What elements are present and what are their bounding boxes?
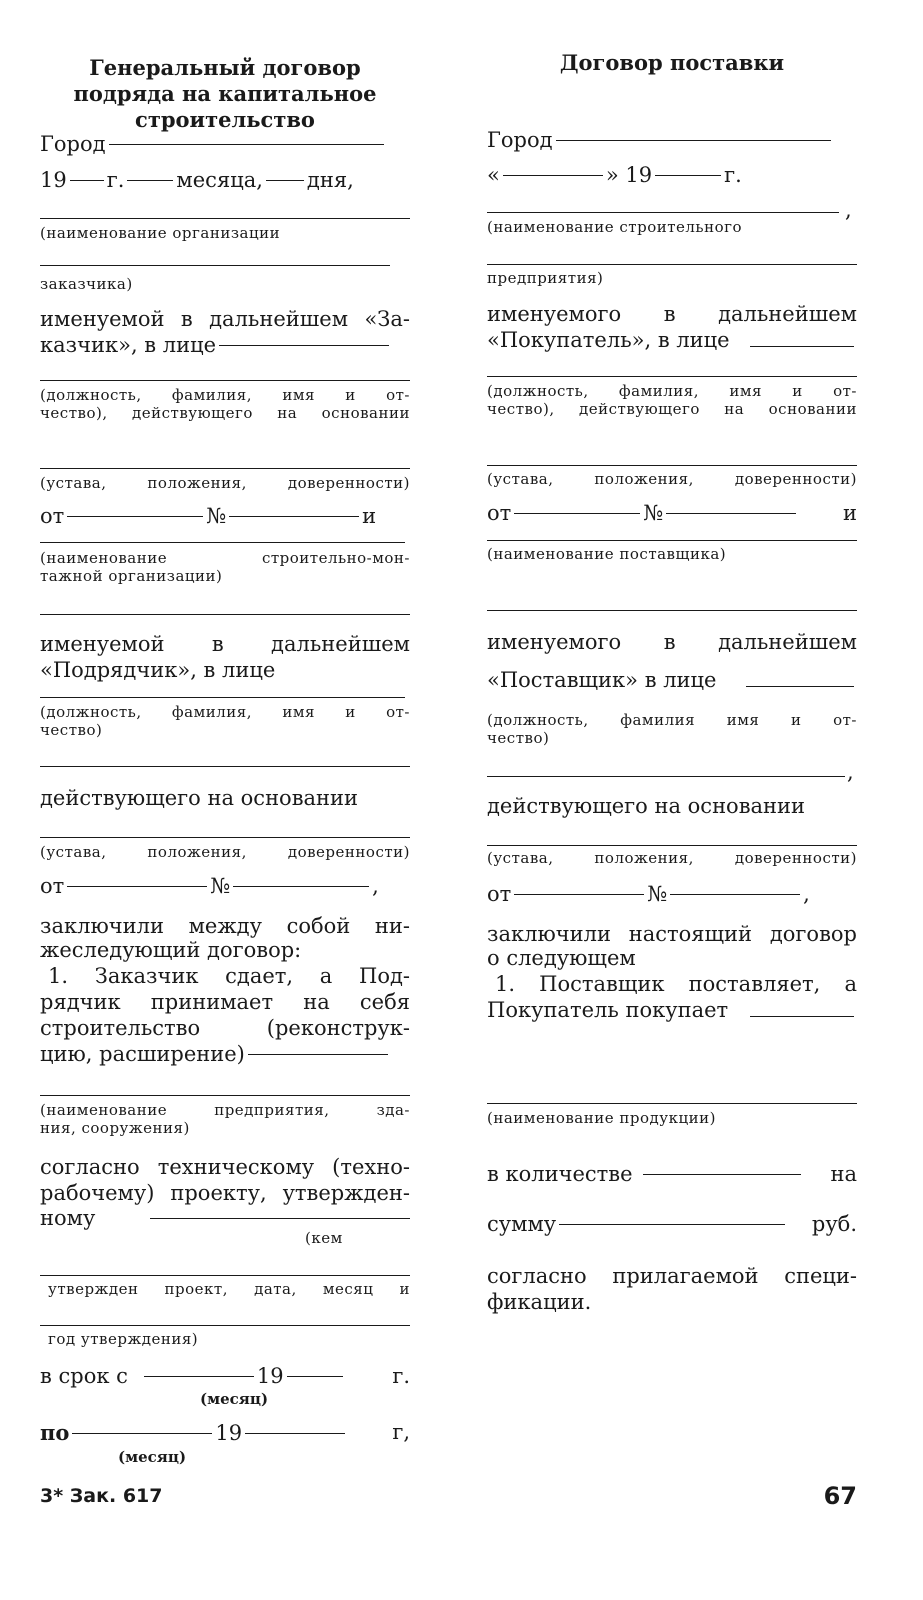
charter-caption: (устава, положения, доверенности) [40, 474, 410, 492]
item1-right-2 [487, 998, 857, 1023]
org-caption-right-1: (наименование строительного [487, 218, 743, 236]
position2-caption-right-1: (должность, фамилия имя и от- [487, 711, 857, 729]
project-line-3-text: ному [40, 1206, 96, 1230]
charter-caption-right: (устава, положения, доверенности) [487, 470, 857, 488]
named-line-1: именуемой в дальнейшем «За- [40, 307, 410, 331]
org-blank-right [487, 212, 839, 213]
person-blank-right [750, 346, 854, 347]
position-caption-1: (должность, фамилия, имя и от- [40, 386, 410, 404]
position2-comma: , [847, 760, 854, 784]
spec-line-2: фикации. [487, 1290, 592, 1314]
item1-line-3: строительство (реконструк- [40, 1016, 410, 1040]
term-month-blank [144, 1376, 254, 1377]
org-caption-right-2: предприятия) [487, 269, 604, 287]
ot-num-line [40, 504, 410, 529]
org-caption-1: (наименование организации [40, 224, 281, 242]
year-approved-blank [40, 1325, 410, 1326]
named-right-1: именуемого в дальнейшем [487, 302, 857, 326]
num-blank-right [666, 513, 796, 514]
approved-caption: утвержден проект, дата, месяц и [48, 1280, 410, 1298]
item1-blank [248, 1054, 388, 1055]
sum-rub: руб. [811, 1212, 857, 1236]
num-blank [229, 516, 359, 517]
position-caption-2: чество), действующего на основании [40, 404, 410, 422]
org-blank [40, 218, 410, 219]
num-label-right: № [643, 501, 664, 525]
project-line-2: рабочему) проекту, утвержден- [40, 1181, 410, 1205]
ot-num-line-right [487, 501, 857, 526]
quantity-blank [643, 1174, 801, 1175]
month-caption-2: (месяц) [118, 1448, 187, 1466]
contractor-caption-1: (наименование строительно-мон- [40, 549, 410, 567]
item1-right-2-text: Покупатель покупает [487, 998, 729, 1022]
date-day: дня, [306, 168, 354, 192]
enterprise-caption-2: ния, сооружения) [40, 1119, 190, 1137]
num-label-2: № [210, 874, 231, 898]
concluded-1: заключили между собой ни- [40, 914, 410, 938]
charter2-blank [40, 837, 410, 838]
month-blank [127, 180, 173, 181]
named2-right-1: именуемого в дальнейшем [487, 630, 857, 654]
kem-caption: (кем [305, 1229, 343, 1247]
ot-num-line-2: от № , [40, 874, 379, 898]
right-title: Договор поставки [559, 50, 785, 75]
year-blank [70, 180, 104, 181]
named2-line-1: именуемой в дальнейшем [40, 632, 410, 656]
ot-label: от [40, 504, 65, 528]
quote-open: « [487, 163, 500, 187]
quantity-line [487, 1162, 857, 1187]
item1-right-1: 1. Поставщик поставляет, а [495, 972, 857, 996]
term-from-line [40, 1364, 410, 1389]
contractor-blank [40, 542, 405, 543]
item1-line-2: рядчик принимает на себя [40, 990, 410, 1014]
concluded-right-2: о следующем [487, 946, 636, 970]
acting-label: действующего на основании [40, 786, 359, 810]
date-month: месяца, [176, 168, 263, 192]
ot-blank-2 [67, 886, 207, 887]
city-line [40, 132, 410, 157]
ot-blank-right-2 [514, 894, 644, 895]
product-blank [487, 1103, 857, 1104]
approver-blank [150, 1218, 410, 1219]
ot-label-right-2: от [487, 882, 512, 906]
term-from-label: в срок с [40, 1364, 128, 1388]
person2-blank-right [746, 686, 854, 687]
day-blank-right [503, 175, 603, 176]
term-year-blank [287, 1376, 343, 1377]
org-blank-right-2 [487, 264, 857, 265]
num-blank-right-2 [670, 894, 800, 895]
day-blank [266, 180, 304, 181]
left-title: Генеральный договор подряда на капитальное строительство [73, 55, 377, 132]
ot-label-2: от [40, 874, 65, 898]
year-blank-right [655, 175, 721, 176]
named2-right-2-text: «Поставщик» в лице [487, 668, 717, 692]
position-caption-right-2: чество), действующего на основании [487, 400, 857, 418]
num-blank-2 [233, 886, 369, 887]
acting-label-right: действующего на основании [487, 794, 806, 818]
named-right-2 [487, 328, 857, 353]
month-caption: (месяц) [200, 1390, 269, 1408]
position2-caption-right-2: чество) [487, 729, 550, 747]
and-label: и [362, 504, 377, 528]
approved-blank [40, 1275, 410, 1276]
in-person-label: казчик», в лице [40, 333, 217, 357]
city-blank [109, 144, 384, 145]
item1-line-4-text: цию, расширение) [40, 1042, 245, 1066]
term-to-line [40, 1420, 410, 1446]
quantity-label: в количестве [487, 1162, 633, 1186]
item1-line-4 [40, 1042, 410, 1067]
quantity-na: на [830, 1162, 857, 1186]
charter-blank [40, 468, 410, 469]
and-label-right: и [843, 501, 857, 525]
charter-blank-right [487, 465, 857, 466]
date-g-right: г. [724, 163, 742, 187]
org-blank-2 [40, 265, 390, 266]
city-label: Город [40, 132, 106, 156]
supplier-blank [487, 540, 857, 541]
term-to-year-prefix: 19 [215, 1421, 243, 1445]
in-person-label-right: «Покупатель», в лице [487, 328, 730, 352]
footer-order: 3* Зак. 617 [40, 1485, 163, 1507]
page-number: 67 [823, 1482, 857, 1510]
item1-line-1: 1. Заказчик сдает, а Под- [48, 964, 410, 988]
position-blank-right [487, 376, 857, 377]
supplier-blank-2 [487, 610, 857, 611]
enterprise-blank [40, 1095, 410, 1096]
term-to-month-blank [72, 1433, 212, 1434]
ot-blank [67, 516, 203, 517]
product-caption: (наименование продукции) [487, 1109, 716, 1127]
charter2-blank-right [487, 845, 857, 846]
num-label-right-2: № [647, 882, 668, 906]
named-line-2 [40, 333, 410, 358]
city-label-right: Город [487, 128, 553, 152]
spec-line-1: согласно прилагаемой специ- [487, 1264, 857, 1288]
sum-line [487, 1212, 857, 1237]
date-g: г. [106, 168, 125, 192]
contractor-blank-2 [40, 614, 410, 615]
date-year: 19 [40, 168, 67, 192]
org-caption-2: заказчика) [40, 275, 133, 293]
term-to-year-blank [245, 1433, 345, 1434]
sum-blank [559, 1224, 785, 1225]
ot-label-right: от [487, 501, 512, 525]
enterprise-caption-1: (наименование предприятия, зда- [40, 1101, 410, 1119]
charter2-caption: (устава, положения, доверенности) [40, 843, 410, 861]
term-to-g: г, [392, 1420, 410, 1444]
contractor-caption-2: тажной организации) [40, 567, 223, 585]
city-line-right [487, 128, 857, 153]
position2-caption-1: (должность, фамилия, имя и от- [40, 703, 410, 721]
ot-num-line-right-2: от № , [487, 882, 810, 906]
position-caption-right-1: (должность, фамилия, имя и от- [487, 382, 857, 400]
position-blank [40, 380, 410, 381]
org-comma: , [845, 198, 852, 222]
term-to-label: по [40, 1420, 70, 1445]
date-line-right [487, 163, 857, 188]
project-line-1: согласно техническому (техно- [40, 1155, 410, 1179]
ot-blank-right [514, 513, 640, 514]
concluded-2: жеследующий договор: [40, 938, 302, 962]
term-g: г. [392, 1364, 410, 1388]
supplier-caption: (наименование поставщика) [487, 545, 727, 563]
num-label: № [206, 504, 227, 528]
charter2-caption-right: (устава, положения, доверенности) [487, 849, 857, 867]
year-caption: год утверждения) [48, 1330, 199, 1348]
quote-close-year: » 19 [605, 163, 653, 187]
position2-blank [40, 697, 405, 698]
named2-right-2 [487, 668, 857, 693]
concluded-right-1: заключили настоящий договор [487, 922, 857, 946]
position2-blank-2 [40, 766, 410, 767]
city-blank-right [556, 140, 831, 141]
term-year-prefix: 19 [256, 1364, 284, 1388]
date-line [40, 168, 410, 193]
sum-label: сумму [487, 1212, 557, 1236]
product-inline-blank [750, 1016, 854, 1017]
person-blank [219, 345, 389, 346]
named2-line-2: «Подрядчик», в лице [40, 658, 276, 682]
position2-blank-right-2 [487, 776, 845, 777]
position2-caption-2: чество) [40, 721, 103, 739]
